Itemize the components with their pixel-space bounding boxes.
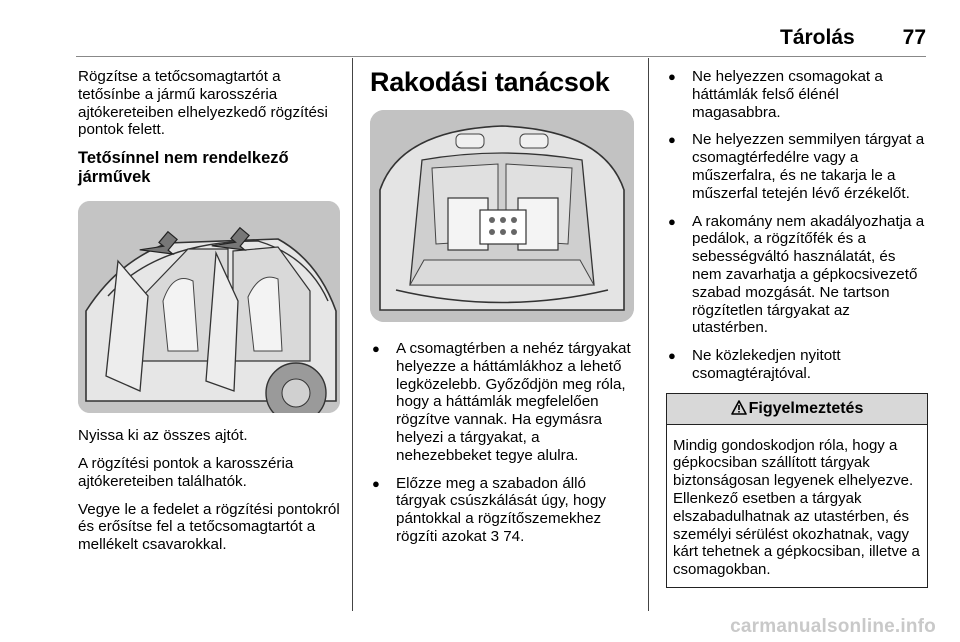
bullet-backrest-height: Ne helyezzen csomagokat a háttámlák felső élénél magasabbra. (692, 68, 883, 121)
bullet-closed-tailgate: Ne közlekedjen nyitott csomagtérajtóval. (692, 347, 841, 382)
column-3 (666, 68, 928, 588)
list-item (666, 68, 928, 121)
watermark: carmanualsonline.info (730, 616, 936, 637)
paragraph-remove-covers: Vegye le a fedelet a rögzítési pontokról és erősítse fel a tetőcsomagtartót a mellékelt csavarokkal. (78, 500, 340, 554)
intro-paragraph: Rögzítse a tetőcsomagtartót a tetősínbe a jármű karosszéria ajtókereteiben elhelyezkedő rögzítési pontok felett. (78, 68, 328, 139)
bullet-no-objects-on-cover: Ne helyezzen semmilyen tárgyat a csomagtérfedélre vagy a műszerfalra, és ne takarja le a műszerfal tetején lévő érzékelőt. (692, 131, 925, 202)
luggage-compartment-illustration (370, 110, 634, 322)
warning-title: Figyelmeztetés (748, 399, 864, 417)
subheading-no-roof-rail: Tetősínnel nem rendelkező járművek (78, 149, 289, 187)
car-doors-open-drawing (78, 201, 340, 413)
page-number: 77 (902, 26, 926, 49)
paragraph-open-doors: Nyissa ki az összes ajtót. (78, 427, 248, 445)
bullet-heavy-items: A csomagtérben a nehéz tárgyakat helyezze a háttámlákhoz a lehető legközelebb. Győződjön meg róla, hogy a háttámlák megfelelően rögzítve vannak. Ha egymásra helyezi a tárgyakat, a nehezebbeket tegye alulra. (396, 340, 631, 464)
column-1 (78, 68, 340, 564)
warning-text: Mindig gondoskodjon róla, hogy a gépkocsiban szállított tárgyak biztonságosan legyenek elhelyezve. Ellenkező esetben a tárgyak elszabadulhatnak az utastérben, és személyi sérülést okozhatnak, vagy kárt tehetnek a gépkocsiban, illetve a csomagokban. (673, 436, 920, 579)
page-section-title: Tárolás (780, 26, 855, 49)
warning-header (667, 394, 927, 425)
bullet-secure-items: Előzze meg a szabadon álló tárgyak csúszkálását úgy, hogy pántokkal a rögzítőszemekhez rögzíti azokat (396, 474, 606, 545)
bullet-pedals-free: A rakomány nem akadályozhatja a pedálok, a rögzítőfék és a sebességváltó használatát, és nem zavarhatja a gépkocsivezető szabad mozgását. Ne tartson rögzítetlen tárgyakat az utastérben. (692, 212, 925, 337)
header-rule (76, 56, 926, 57)
warning-triangle-icon (731, 400, 747, 418)
section-heading-loading-tips: Rakodási tanácsok (370, 67, 610, 97)
list-item (666, 347, 928, 383)
list-item (666, 131, 928, 202)
column-divider-2 (648, 58, 649, 611)
warning-box (666, 393, 928, 588)
list-item (666, 213, 928, 338)
paragraph-mounting-points: A rögzítési pontok a karosszéria ajtókereteiben találhatók. (78, 454, 294, 490)
page-reference[interactable]: 3 74. (490, 527, 525, 545)
loading-tips-list-1 (370, 340, 634, 546)
list-item (370, 475, 634, 546)
luggage-compartment-drawing (370, 110, 634, 322)
column-2 (370, 66, 634, 556)
loading-tips-list-2 (666, 68, 928, 383)
column-divider-1 (352, 58, 353, 611)
list-item (370, 340, 634, 465)
car-doors-open-illustration (78, 201, 340, 413)
